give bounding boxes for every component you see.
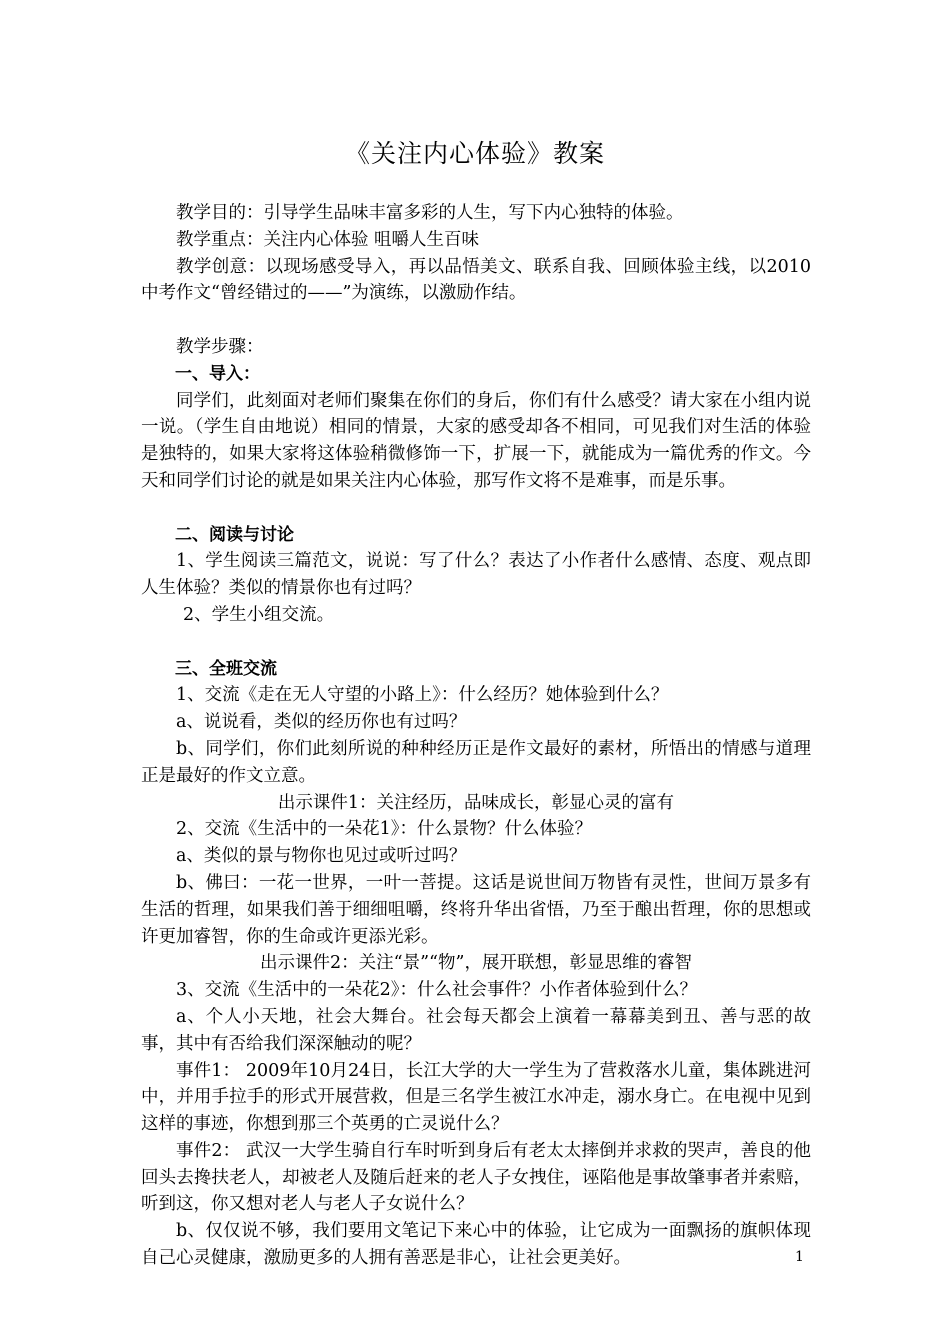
class-question-2: 2、交流《生活中的一朵花1》：什么景物？什么体验？ [176,819,593,840]
class-question-1b: b、同学们，你们此刻所说的种种经历正是作文最好的素材，所悟出的情感与道理正是最好的作文立意。 [141,738,811,786]
class-question-2a: a、类似的景与物你也见过或听过吗？ [176,846,467,867]
class-question-3b: b、仅仅说不够，我们要用文笔记下来心中的体验，让它成为一面飘扬的旗帜体现自己心灵健康，激励更多的人拥有善恶是非心，让社会更美好。 [141,1221,811,1269]
page-number: 1 [795,1249,804,1265]
section-heading-reading: 二、阅读与讨论 [175,524,294,545]
slide-note-2: 出示课件2：关注“景”“物”，展开联想，彰显思维的睿智 [260,953,692,974]
teaching-focus: 教学重点：关注内心体验 咀嚼人生百味 [176,229,480,250]
reading-item-2: 2、学生小组交流。 [183,604,335,625]
document-body [141,200,811,1272]
slide-note-1: 出示课件1：关注经历，品味成长，彰显心灵的富有 [277,792,675,813]
event-1: 事件1： 2009年10月24日，长江大学的大一学生为了营救落水儿童，集体跳进河中，并用手拉手的形式开展营救，但是三名学生被江水冲走，溺水身亡。在电视中见到这样的事迹，你想到那三个英勇的亡灵说什么？ [141,1060,811,1135]
page-title: 《关注内心体验》教案 [344,139,605,168]
teaching-idea: 教学创意：以现场感受导入，再以品悟美文、联系自我、回顾体验主线，以2010中考作文“曾经错过的——”为演练，以激励作结。 [141,256,811,304]
spacer [141,495,811,522]
reading-item-1: 1、学生阅读三篇范文，说说：写了什么？表达了小作者什么感情、态度、观点即人生体验？类似的情景你也有过吗？ [141,551,811,599]
event-2: 事件2： 武汉一大学生骑自行车时听到身后有老太太摔倒并求救的哭声，善良的他回头去搀扶老人，却被老人及随后赶来的老人子女拽住，诬陷他是事故肇事者并索赔，听到这，你又想对老人与老人子女说什么？ [141,1140,811,1215]
steps-label: 教学步骤： [176,336,264,357]
class-question-3a: a、个人小天地，社会大舞台。社会每天都会上演着一幕幕美到丑、善与恶的故事，其中有否给我们深深触动的呢？ [141,1006,811,1054]
class-question-3: 3、交流《生活中的一朵花2》：什么社会事件？小作者体验到什么？ [176,980,698,1001]
class-question-2b: b、佛曰：一花一世界，一叶一菩提。这话是说世间万物皆有灵性，世间万景多有生活的哲理，如果我们善于细细咀嚼，终将升华出省悟，乃至于酿出哲理，你的思想或许更加睿智，你的生命或许更添光彩。 [141,872,811,947]
class-question-1a: a、说说看，类似的经历你也有过吗？ [176,712,467,733]
teaching-goal: 教学目的：引导学生品味丰富多彩的人生，写下内心独特的体验。 [176,203,684,223]
class-question-1: 1、交流《走在无人守望的小路上》：什么经历？她体验到什么？ [176,685,669,706]
spacer [141,307,811,334]
spacer [141,629,811,656]
intro-paragraph: 同学们，此刻面对老师们聚集在你们的身后，你们有什么感受？请大家在小组内说一说。（学生自由地说）相同的情景，大家的感受却各不相同，可见我们对生活的体验是独特的，如果大家将这体验稍微修饰一下，扩展一下，就能成为一篇优秀的作文。今天和同学们讨论的就是如果关注内心体验，那写作文将不是难事，而是乐事。 [141,390,811,491]
section-heading-intro: 一、导入： [175,363,260,384]
section-heading-class: 三、全班交流 [175,658,277,679]
